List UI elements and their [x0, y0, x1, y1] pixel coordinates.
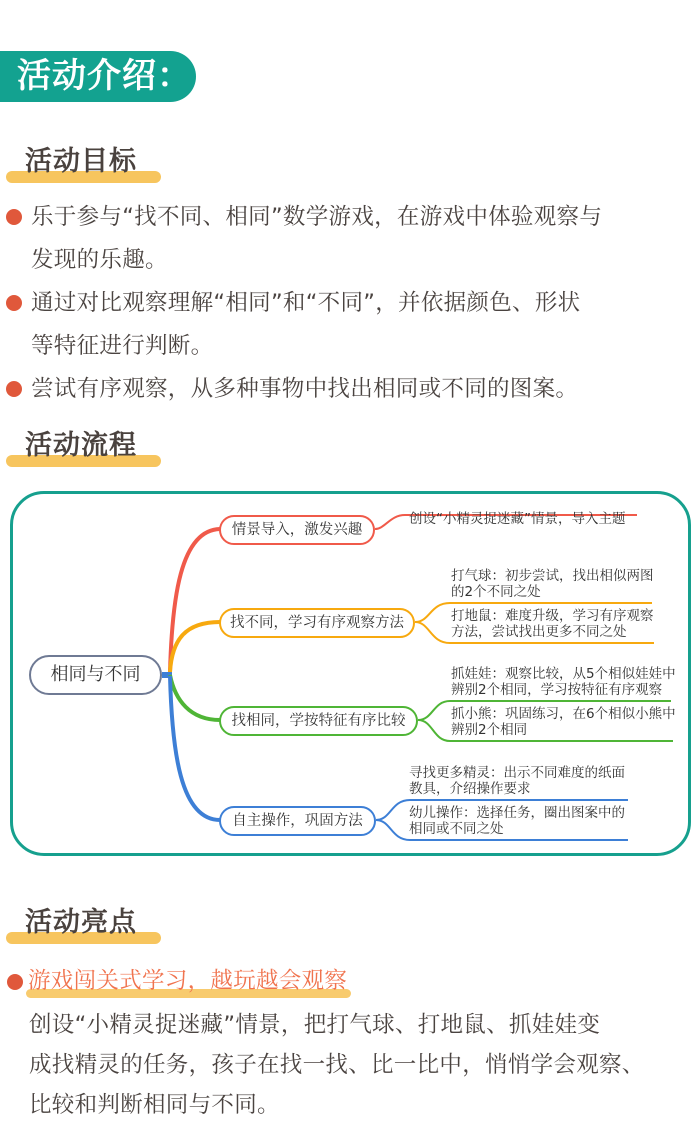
highlights-title-text: 活动亮点 [25, 907, 137, 938]
bullet-dot-icon [6, 381, 22, 397]
intro-banner [0, 51, 196, 102]
leaf-line: 辨别2个相同，学习按特征有序观察 [451, 682, 663, 698]
leaf-line: 打地鼠：难度升级，学习有序观察 [451, 608, 654, 624]
mindmap-root-node: 相同与不同 [29, 655, 162, 695]
bullet-dot-icon [6, 209, 22, 225]
mindmap-leaf [409, 805, 625, 837]
goal-text-line: 乐于参与“找不同、相同”数学游戏，在游戏中体验观察与 [31, 204, 603, 230]
goals-section-title [6, 139, 161, 183]
goal-item [0, 196, 700, 282]
highlight-body-line: 成找精灵的任务，孩子在找一找、比一比中，悄悄学会观察、 [29, 1052, 645, 1078]
leaf-line: 相同或不同之处 [409, 821, 504, 837]
mindmap-branch-node: 自主操作，巩固方法 [219, 806, 376, 836]
leaf-line: 抓娃娃：观察比较，从5个相似娃娃中 [451, 666, 676, 682]
leaf-line: 教具，介绍操作要求 [409, 781, 531, 797]
leaf-line: 寻找更多精灵：出示不同难度的纸面 [409, 765, 625, 781]
mindmap-leaf [409, 765, 625, 797]
goal-item [0, 282, 700, 368]
goal-text-line: 尝试有序观察，从多种事物中找出相同或不同的图案。 [31, 376, 579, 402]
goals-title-text: 活动目标 [25, 146, 137, 177]
process-section-title [6, 423, 161, 467]
leaf-line: 方法，尝试找出更多不同之处 [451, 624, 627, 640]
highlight-body-line: 创设“小精灵捉迷藏”情景，把打气球、打地鼠、抓娃娃变 [29, 1012, 601, 1038]
mindmap-branch-node: 找不同，学习有序观察方法 [219, 608, 415, 638]
mindmap-branch-node: 情景导入，激发兴趣 [219, 515, 375, 545]
leaf-line: 的2个不同之处 [451, 584, 541, 600]
highlight-item-title-text: 游戏闯关式学习，越玩越会观察 [28, 968, 348, 994]
highlight-body-line: 比较和判断相同与不同。 [29, 1092, 280, 1118]
mindmap-leaf [451, 706, 676, 738]
leaf-line: 辨别2个相同 [451, 722, 528, 738]
highlights-section-title [6, 900, 161, 944]
bullet-dot-icon [6, 295, 22, 311]
mindmap-leaf [451, 608, 654, 640]
mindmap-leaf [451, 568, 654, 600]
intro-title: 活动介绍： [17, 56, 192, 96]
leaf-line: 打气球：初步尝试，找出相似两图 [451, 568, 654, 584]
goal-text-line: 通过对比观察理解“相同”和“不同”，并依据颜色、形状 [31, 290, 581, 316]
highlight-item-title [28, 966, 347, 996]
highlight-body [29, 1005, 700, 1125]
process-title-text: 活动流程 [25, 430, 137, 461]
leaf-line: 抓小熊：巩固练习，在6个相似小熊中 [451, 706, 676, 722]
leaf-line: 幼儿操作：选择任务，圈出图案中的 [409, 805, 625, 821]
goal-text-line: 等特征进行判断。 [31, 333, 214, 359]
bullet-dot-icon [7, 974, 23, 990]
goal-item [0, 368, 700, 411]
goals-list [0, 196, 700, 411]
mindmap-branch-node: 找相同，学按特征有序比较 [219, 706, 418, 736]
mindmap-leaf: 创设“小精灵捉迷藏”情景，导入主题 [409, 511, 626, 527]
mindmap-leaf [451, 666, 676, 698]
goal-text-line: 发现的乐趣。 [31, 247, 168, 273]
